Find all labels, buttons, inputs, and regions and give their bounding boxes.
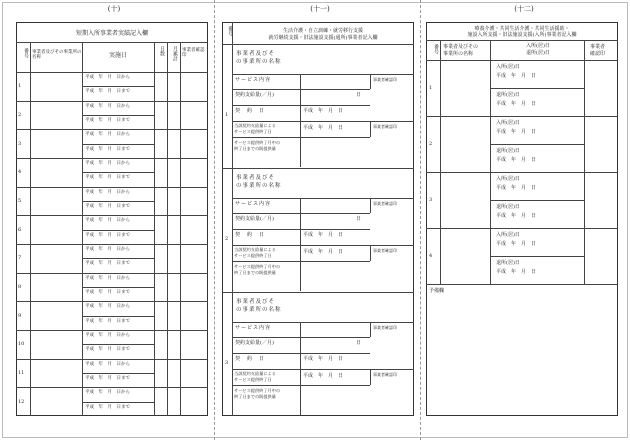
panel-11-confirm-label: 事業者確認印 bbox=[373, 200, 397, 206]
panel-10-row-from: 平成 年 月 日から bbox=[85, 275, 130, 281]
panel-12-leave-label: 退所(居)日 bbox=[496, 148, 520, 154]
panel-11-confirm-label: 事業者確認印 bbox=[373, 371, 397, 377]
panel-10-half-rule bbox=[82, 258, 154, 259]
panel-12-admit-date: 平成 年 月 日 bbox=[496, 129, 537, 135]
panel-10-row-rule bbox=[16, 244, 208, 245]
panel-12-admit-label: 入所(居)日 bbox=[496, 64, 520, 70]
panel-12-col-confirm: 確認印 bbox=[590, 51, 606, 57]
panel-10-row-number: 6 bbox=[18, 226, 22, 233]
panel-12-header-rule bbox=[426, 60, 618, 61]
panel-12-half-rule bbox=[490, 256, 584, 257]
rule-line bbox=[584, 40, 585, 284]
panel-10-row-from: 平成 年 月 日から bbox=[85, 333, 130, 338]
panel-11-contract-label: 契約支給量(／月) bbox=[235, 216, 274, 223]
panel-11-contract-date-label: 契 約 日 bbox=[235, 232, 266, 239]
rule-line bbox=[180, 42, 181, 416]
panel-11-contract-date-label: 契 約 日 bbox=[235, 108, 266, 115]
panel-10-row-from: 平成 年 月 日から bbox=[85, 75, 130, 80]
panel-10-row-number: 5 bbox=[18, 198, 22, 204]
panel-10-row-rule bbox=[16, 273, 208, 274]
panel-11-confirm-label: 事業者確認印 bbox=[373, 324, 397, 330]
panel-12-title-line2: 施設入所支援・旧法施設支援(入所)事業者記入欄 bbox=[467, 32, 577, 38]
panel-12-admit-label: 入所(居)日 bbox=[496, 232, 520, 238]
panel-11-provider-label: 事業者及びそ bbox=[236, 299, 276, 306]
rule-line bbox=[370, 245, 371, 261]
panel-10-row-rule bbox=[16, 129, 208, 130]
panel-11-used-label: サービス提供終了月中の bbox=[234, 139, 281, 145]
panel-11-confirm-label: 事業者確認印 bbox=[373, 247, 397, 253]
panel-10-row-to: 平成 年 月 日まで bbox=[85, 261, 130, 267]
panel-12-admit-date: 平成 年 月 日 bbox=[496, 73, 537, 79]
panel-10-row-from: 平成 年 月 日から bbox=[85, 132, 130, 138]
panel-12-admit-label: 入所(居)日 bbox=[496, 120, 520, 126]
panel-11-provider-label: の事業所の名称 bbox=[236, 183, 282, 190]
panel-10-row-number: 1 bbox=[18, 83, 22, 90]
panel-10-col-provider: 事業者及びその事業所の名称 bbox=[32, 50, 82, 61]
panel-11-used-label: 終了日までの既提供量 bbox=[234, 269, 276, 275]
panel-10-half-rule bbox=[82, 344, 154, 345]
panel-11-end-label: サービス提供終了日 bbox=[234, 252, 272, 258]
panel-10-row-rule bbox=[16, 215, 208, 216]
panel-11-end-date: 平成 年 月 日 bbox=[303, 124, 344, 131]
panel-12-admit-label: 入所(居)日 bbox=[496, 176, 520, 182]
panel-10-row-to: 平成 年 月 日まで bbox=[85, 404, 130, 410]
panel-10-row-number: 7 bbox=[18, 255, 22, 262]
panel-10-title: 短期入所事業者実績記入欄 bbox=[75, 30, 148, 37]
panel-12-leave-label: 退所(居)日 bbox=[496, 260, 520, 266]
panel-10-row-rule bbox=[16, 101, 208, 102]
panel-11-service-label: サービス内容 bbox=[235, 200, 272, 207]
panel-11-row-rule bbox=[232, 74, 414, 75]
panel-11-col-number: 番号 bbox=[227, 26, 233, 36]
panel-12-col-provider: 事業者及びその bbox=[443, 44, 479, 50]
panel-11-row-rule bbox=[232, 385, 370, 386]
panel-10-row-number: 8 bbox=[18, 284, 22, 290]
panel-10-row-number: 11 bbox=[18, 370, 25, 376]
panel-11-row-rule bbox=[232, 105, 370, 106]
panel-10-half-rule bbox=[82, 201, 154, 202]
panel-11-row-rule bbox=[232, 198, 414, 199]
rule-line bbox=[370, 121, 371, 137]
rule-line bbox=[370, 322, 371, 338]
panel-10-row-from: 平成 年 月 日から bbox=[85, 247, 130, 252]
panel-10-col-month-total: 月累計 bbox=[172, 46, 178, 61]
panel-10-row-to: 平成 年 月 日まで bbox=[85, 89, 130, 95]
panel-12-admit-date: 平成 年 月 日 bbox=[496, 185, 537, 191]
panel-10-row-to: 平成 年 月 日まで bbox=[85, 290, 130, 295]
panel-11-contract-label: 契約支給量(／月) bbox=[235, 92, 274, 99]
panel-10-row-from: 平成 年 月 日から bbox=[85, 103, 130, 109]
panel-12-row-number: 3 bbox=[429, 197, 433, 203]
panel-11-block-number: 2 bbox=[225, 236, 229, 243]
panel-11-row-rule bbox=[232, 322, 414, 323]
panel-10-row-to: 平成 年 月 日まで bbox=[85, 118, 130, 123]
panel-12-row-number: 1 bbox=[429, 85, 433, 91]
panel-11-row-rule bbox=[232, 337, 370, 338]
panel-11-used-label: サービス提供終了月中の bbox=[234, 263, 281, 269]
panel-11-row-rule bbox=[232, 261, 370, 262]
panel-11-end-label: サービス提供終了日 bbox=[234, 128, 272, 134]
panel-12-row-rule bbox=[426, 116, 618, 117]
panel-12-row-number: 2 bbox=[429, 141, 433, 147]
panel-11-used-label: 終了日までの既提供量 bbox=[234, 145, 276, 151]
panel-10-half-rule bbox=[82, 287, 154, 288]
rule-line bbox=[370, 74, 371, 90]
panel-12-title-line1: 療養介護・共同生活介護・共同生活援助・ bbox=[474, 26, 570, 32]
rule-line bbox=[370, 198, 371, 214]
rule-line bbox=[370, 369, 371, 385]
panel-10-row-rule bbox=[16, 158, 208, 159]
panel-11-contract-date: 平成 年 月 日 bbox=[303, 108, 344, 115]
panel-11-end-date: 平成 年 月 日 bbox=[303, 372, 344, 379]
panel-11-row-rule bbox=[232, 229, 370, 230]
panel-11-contract-label: 契約支給量(／月) bbox=[235, 340, 274, 347]
panel-10-half-rule bbox=[82, 86, 154, 87]
panel-11-provider-label: の事業所の名称 bbox=[236, 307, 282, 314]
panel-12-col-leave: 退所(居)日 bbox=[526, 50, 550, 56]
panel-11-number: (十一) bbox=[310, 5, 330, 13]
panel-10-header-rule bbox=[16, 72, 208, 73]
panel-10-row-to: 平成 年 月 日まで bbox=[85, 204, 130, 209]
panel-10-row-from: 平成 年 月 日から bbox=[85, 189, 130, 195]
panel-10-col-confirm: 事業者確認印 bbox=[182, 48, 205, 59]
panel-10-row-to: 平成 年 月 日まで bbox=[85, 376, 130, 381]
fold-line bbox=[214, 0, 215, 440]
panel-12-col-confirm: 事業者 bbox=[590, 44, 606, 50]
panel-11-row-rule bbox=[232, 245, 414, 246]
panel-11-block-rule bbox=[222, 168, 414, 169]
panel-10-row-number: 12 bbox=[18, 398, 25, 405]
panel-10-row-to: 平成 年 月 日まで bbox=[85, 232, 130, 238]
panel-12-admit-date: 平成 年 月 日 bbox=[496, 241, 537, 247]
panel-10-row-to: 平成 年 月 日まで bbox=[85, 175, 130, 181]
panel-10-half-rule bbox=[82, 373, 154, 374]
rule-line bbox=[154, 42, 155, 416]
panel-10-row-to: 平成 年 月 日まで bbox=[85, 318, 130, 324]
panel-12-row-number: 4 bbox=[429, 253, 433, 259]
rule-line bbox=[30, 42, 31, 416]
panel-11-row-rule bbox=[232, 353, 370, 354]
panel-10-row-number: 9 bbox=[18, 312, 22, 319]
panel-10-row-to: 平成 年 月 日まで bbox=[85, 146, 130, 152]
panel-12-notes-rule bbox=[426, 284, 618, 285]
panel-12-notes-label: 予備欄 bbox=[429, 288, 445, 294]
panel-10-row-number: 3 bbox=[18, 140, 22, 147]
panel-11-provider-label: の事業所の名称 bbox=[236, 59, 282, 66]
panel-10-row-rule bbox=[16, 330, 208, 331]
panel-11-contract-date: 平成 年 月 日 bbox=[303, 232, 344, 239]
panel-11-end-label: 当該契約支給量による bbox=[234, 122, 276, 128]
panel-10-half-rule bbox=[82, 144, 154, 145]
panel-11-title-line2: 就労継続支援・旧法施設支援(通所)事業者記入欄 bbox=[268, 35, 378, 41]
panel-11-used-label: 終了日までの既提供量 bbox=[234, 393, 276, 399]
panel-10-col-number: 番号 bbox=[23, 48, 29, 58]
panel-12-leave-label: 退所(居)日 bbox=[496, 92, 520, 98]
panel-10-row-from: 平成 年 月 日から bbox=[85, 304, 130, 310]
panel-10-row-number: 4 bbox=[18, 169, 22, 176]
panel-10-row-rule bbox=[16, 301, 208, 302]
panel-10-number: (十) bbox=[107, 5, 121, 13]
panel-11-contract-unit: 日 bbox=[356, 340, 362, 347]
panel-11-row-rule bbox=[232, 137, 370, 138]
rule-line bbox=[490, 40, 491, 284]
panel-12-row-rule bbox=[426, 172, 618, 173]
panel-10-row-rule bbox=[16, 359, 208, 360]
panel-10-col-days: 日数 bbox=[159, 46, 165, 56]
panel-10-half-rule bbox=[82, 230, 154, 231]
panel-11-header-rule bbox=[222, 44, 414, 45]
panel-12-col-provider: 事業所の名称 bbox=[443, 51, 474, 57]
panel-10-row-from: 平成 年 月 日から bbox=[85, 161, 130, 166]
panel-11-row-rule bbox=[232, 89, 370, 90]
panel-10-half-rule bbox=[82, 172, 154, 173]
panel-11-end-date: 平成 年 月 日 bbox=[303, 248, 344, 255]
panel-11-row-rule bbox=[232, 213, 370, 214]
panel-10-row-rule bbox=[16, 187, 208, 188]
panel-12-number: (十二) bbox=[514, 5, 534, 13]
panel-12-leave-date: 平成 年 月 日 bbox=[496, 157, 537, 163]
rule-line bbox=[232, 22, 233, 416]
panel-12-col-admit: 入所(居)日 bbox=[526, 43, 550, 49]
panel-10-half-rule bbox=[82, 402, 154, 403]
panel-10-row-from: 平成 年 月 日から bbox=[85, 361, 130, 367]
panel-10-row-from: 平成 年 月 日から bbox=[85, 218, 130, 224]
panel-12-row-rule bbox=[426, 228, 618, 229]
panel-12-half-rule bbox=[490, 144, 584, 145]
panel-12-leave-date: 平成 年 月 日 bbox=[496, 213, 537, 219]
rule-line bbox=[440, 40, 441, 284]
panel-12-col-number: 番号 bbox=[433, 44, 439, 54]
panel-10-col-dates: 実施日 bbox=[108, 52, 127, 59]
panel-11-row-rule bbox=[232, 369, 414, 370]
panel-12-leave-label: 退所(居)日 bbox=[496, 204, 520, 210]
panel-11-end-label: 当該契約支給量による bbox=[234, 370, 276, 376]
panel-11-provider-label: 事業者及びそ bbox=[236, 51, 276, 58]
panel-11-end-label: サービス提供終了日 bbox=[234, 376, 272, 382]
panel-11-block-number: 3 bbox=[225, 360, 229, 367]
panel-11-contract-date: 平成 年 月 日 bbox=[303, 356, 344, 363]
panel-10-row-from: 平成 年 月 日から bbox=[85, 390, 130, 396]
rule-line bbox=[167, 42, 168, 416]
panel-11-confirm-label: 事業者確認印 bbox=[373, 76, 397, 82]
panel-10-row-rule bbox=[16, 387, 208, 388]
panel-11-end-label: 当該契約支給量による bbox=[234, 246, 276, 252]
panel-12-leave-date: 平成 年 月 日 bbox=[496, 269, 537, 275]
panel-11-contract-date-label: 契 約 日 bbox=[235, 356, 266, 363]
panel-11-service-label: サービス内容 bbox=[235, 324, 272, 331]
panel-10-row-number: 2 bbox=[18, 112, 22, 118]
panel-11-service-label: サービス内容 bbox=[235, 76, 272, 83]
panel-12-leave-date: 平成 年 月 日 bbox=[496, 101, 537, 107]
fold-line bbox=[420, 0, 421, 440]
panel-12-half-rule bbox=[490, 200, 584, 201]
panel-11-confirm-label: 事業者確認印 bbox=[373, 123, 397, 129]
panel-10-half-rule bbox=[82, 115, 154, 116]
panel-11-title-line1: 生活介護・自立訓練・就労移行支援 bbox=[282, 28, 363, 34]
panel-11-block-number: 1 bbox=[225, 112, 229, 119]
panel-10-row-to: 平成 年 月 日まで bbox=[85, 347, 130, 353]
panel-10-row-number: 10 bbox=[18, 341, 25, 348]
panel-11-row-rule bbox=[232, 121, 414, 122]
panel-12-residential-services bbox=[426, 22, 618, 416]
panel-11-block-rule bbox=[222, 292, 414, 293]
panel-11-contract-unit: 日 bbox=[356, 216, 362, 223]
panel-12-title-rule bbox=[426, 40, 618, 41]
panel-11-provider-label: 事業者及びそ bbox=[236, 175, 276, 182]
panel-11-used-label: サービス提供終了月中の bbox=[234, 387, 281, 393]
panel-12-half-rule bbox=[490, 88, 584, 89]
panel-10-half-rule bbox=[82, 316, 154, 317]
panel-11-contract-unit: 日 bbox=[356, 92, 362, 99]
